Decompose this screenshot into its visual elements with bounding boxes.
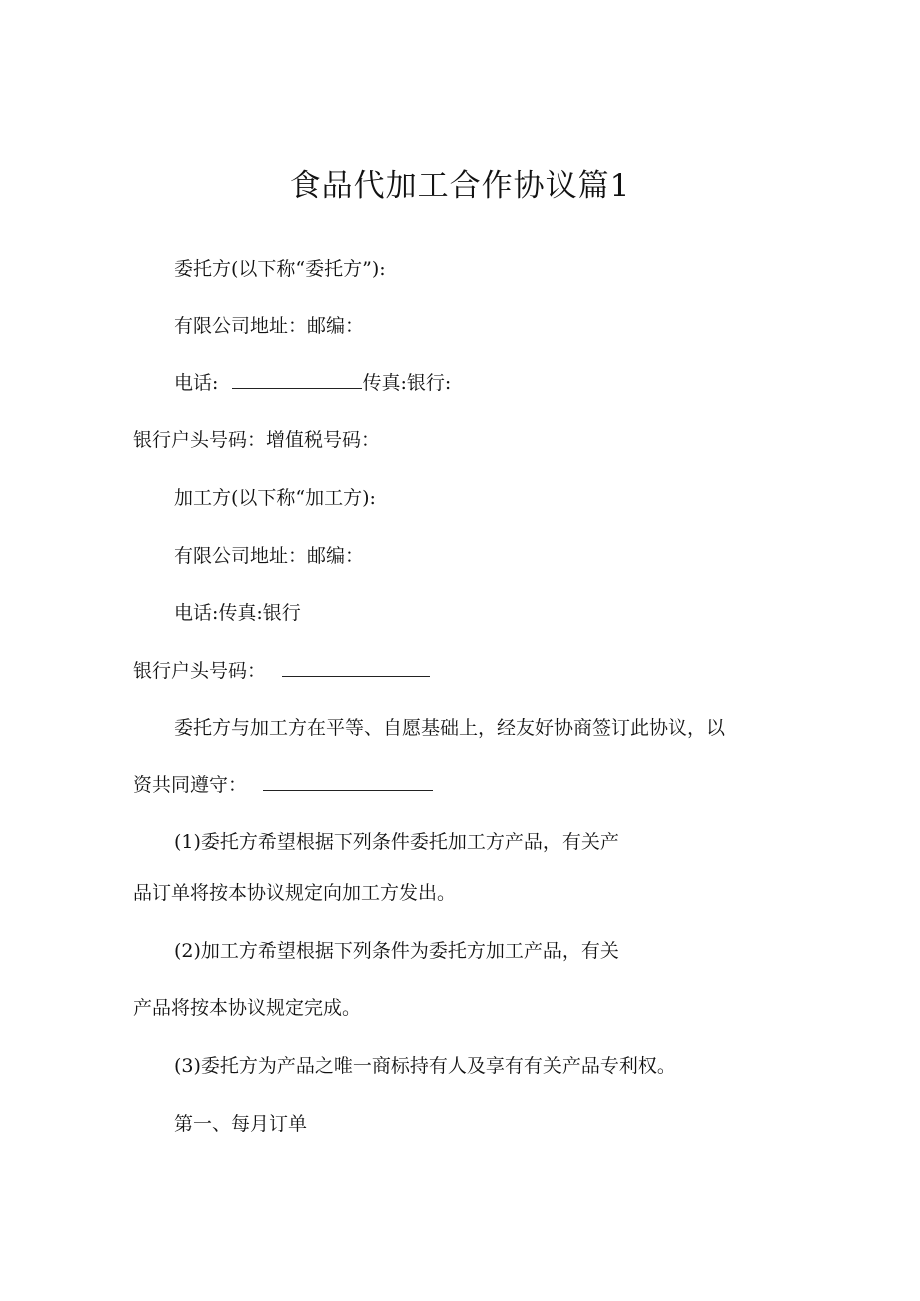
clause-2-line-2: 产品将按本协议规定完成。 bbox=[133, 997, 362, 1019]
preamble-line-2-text: 资共同遵守： bbox=[133, 774, 248, 796]
processor-bank-account-blank bbox=[282, 658, 430, 677]
client-bank-account-line: 银行户头号码：增值税号码： bbox=[133, 429, 381, 451]
clause-3-line: (3)委托方为产品之唯一商标持有人及享有有关产品专利权。 bbox=[174, 1055, 676, 1077]
client-phone-label: 电话: bbox=[174, 372, 219, 394]
section-1-heading: 第一、每月订单 bbox=[174, 1113, 308, 1135]
preamble-blank bbox=[263, 772, 433, 791]
clause-2-line-1: (2)加工方希望根据下列条件为委托方加工产品，有关 bbox=[174, 940, 619, 962]
client-fax-bank-label: 传真:银行: bbox=[362, 372, 452, 394]
preamble-line-1: 委托方与加工方在平等、自愿基础上，经友好协商签订此协议，以 bbox=[174, 717, 726, 739]
client-party-line: 委托方(以下称“委托方”): bbox=[174, 258, 386, 280]
client-contact-line bbox=[174, 370, 451, 396]
clause-1-line-2: 品订单将按本协议规定向加工方发出。 bbox=[133, 882, 457, 904]
processor-address-line: 有限公司地址：邮编： bbox=[174, 545, 365, 567]
processor-party-line: 加工方(以下称“加工方): bbox=[174, 487, 376, 509]
processor-contact-line: 电话:传真:银行 bbox=[174, 602, 301, 624]
clause-1-line-1: (1)委托方希望根据下列条件委托加工方产品，有关产 bbox=[174, 831, 619, 853]
processor-bank-account-label: 银行户头号码： bbox=[133, 660, 267, 682]
processor-bank-account-line bbox=[133, 658, 430, 684]
document-title: 食品代加工合作协议篇1 bbox=[289, 168, 631, 204]
preamble-line-2 bbox=[133, 772, 433, 798]
client-phone-blank bbox=[232, 370, 362, 389]
client-address-line: 有限公司地址：邮编： bbox=[174, 315, 365, 337]
